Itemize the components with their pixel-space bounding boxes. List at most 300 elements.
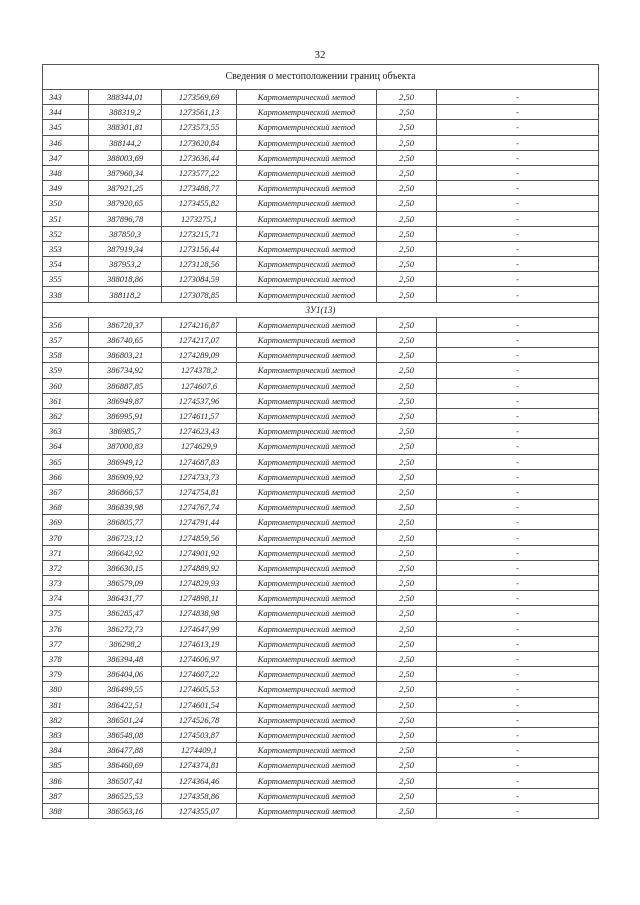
coord-y-cell: 1273455,82 bbox=[162, 196, 237, 211]
method-cell: Картометрический метод bbox=[237, 211, 377, 226]
coord-y-cell: 1274898,11 bbox=[162, 591, 237, 606]
coord-x-cell: 386477,88 bbox=[89, 743, 162, 758]
accuracy-cell: 2,50 bbox=[377, 226, 437, 241]
note-cell: - bbox=[437, 211, 599, 226]
accuracy-cell: 2,50 bbox=[377, 500, 437, 515]
method-cell: Картометрический метод bbox=[237, 378, 377, 393]
coord-x-cell: 386642,92 bbox=[89, 545, 162, 560]
coord-x-cell: 386499,55 bbox=[89, 682, 162, 697]
coord-x-cell: 386805,77 bbox=[89, 515, 162, 530]
coord-y-cell: 1274733,73 bbox=[162, 469, 237, 484]
note-cell: - bbox=[437, 196, 599, 211]
note-cell: - bbox=[437, 606, 599, 621]
point-number-cell: 369 bbox=[43, 515, 89, 530]
accuracy-cell: 2,50 bbox=[377, 682, 437, 697]
point-number-cell: 362 bbox=[43, 408, 89, 423]
note-cell: - bbox=[437, 500, 599, 515]
table-row bbox=[43, 408, 599, 423]
coord-y-cell: 1274889,92 bbox=[162, 560, 237, 575]
point-number-cell: 360 bbox=[43, 378, 89, 393]
accuracy-cell: 2,50 bbox=[377, 712, 437, 727]
note-cell: - bbox=[437, 591, 599, 606]
accuracy-cell: 2,50 bbox=[377, 576, 437, 591]
point-number-cell: 379 bbox=[43, 667, 89, 682]
method-cell: Картометрический метод bbox=[237, 651, 377, 666]
note-cell: - bbox=[437, 469, 599, 484]
method-cell: Картометрический метод bbox=[237, 758, 377, 773]
accuracy-cell: 2,50 bbox=[377, 393, 437, 408]
accuracy-cell: 2,50 bbox=[377, 135, 437, 150]
table-row bbox=[43, 743, 599, 758]
note-cell: - bbox=[437, 272, 599, 287]
method-cell: Картометрический метод bbox=[237, 469, 377, 484]
method-cell: Картометрический метод bbox=[237, 606, 377, 621]
note-cell: - bbox=[437, 226, 599, 241]
point-number-cell: 347 bbox=[43, 150, 89, 165]
point-number-cell: 388 bbox=[43, 803, 89, 818]
coord-x-cell: 388018,86 bbox=[89, 272, 162, 287]
note-cell: - bbox=[437, 545, 599, 560]
note-cell: - bbox=[437, 788, 599, 803]
accuracy-cell: 2,50 bbox=[377, 211, 437, 226]
accuracy-cell: 2,50 bbox=[377, 257, 437, 272]
note-cell: - bbox=[437, 348, 599, 363]
point-number-cell: 359 bbox=[43, 363, 89, 378]
accuracy-cell: 2,50 bbox=[377, 530, 437, 545]
method-cell: Картометрический метод bbox=[237, 363, 377, 378]
table-row bbox=[43, 363, 599, 378]
coord-y-cell: 1274613,19 bbox=[162, 636, 237, 651]
method-cell: Картометрический метод bbox=[237, 712, 377, 727]
coord-x-cell: 386298,2 bbox=[89, 636, 162, 651]
accuracy-cell: 2,50 bbox=[377, 697, 437, 712]
note-cell: - bbox=[437, 135, 599, 150]
table-row bbox=[43, 560, 599, 575]
coord-y-cell: 1273078,85 bbox=[162, 287, 237, 302]
coord-x-cell: 386507,41 bbox=[89, 773, 162, 788]
coord-y-cell: 1274901,92 bbox=[162, 545, 237, 560]
point-number-cell: 355 bbox=[43, 272, 89, 287]
table-row bbox=[43, 393, 599, 408]
accuracy-cell: 2,50 bbox=[377, 621, 437, 636]
coord-y-cell: 1274216,87 bbox=[162, 317, 237, 332]
note-cell: - bbox=[437, 408, 599, 423]
coord-y-cell: 1274605,53 bbox=[162, 682, 237, 697]
coord-x-cell: 387920,65 bbox=[89, 196, 162, 211]
method-cell: Картометрический метод bbox=[237, 348, 377, 363]
method-cell: Картометрический метод bbox=[237, 591, 377, 606]
coord-y-cell: 1274409,1 bbox=[162, 743, 237, 758]
point-number-cell: 344 bbox=[43, 105, 89, 120]
accuracy-cell: 2,50 bbox=[377, 484, 437, 499]
coord-y-cell: 1274289,09 bbox=[162, 348, 237, 363]
note-cell: - bbox=[437, 120, 599, 135]
note-cell: - bbox=[437, 257, 599, 272]
point-number-cell: 377 bbox=[43, 636, 89, 651]
coord-x-cell: 386548,08 bbox=[89, 727, 162, 742]
note-cell: - bbox=[437, 393, 599, 408]
note-cell: - bbox=[437, 424, 599, 439]
point-number-cell: 348 bbox=[43, 165, 89, 180]
accuracy-cell: 2,50 bbox=[377, 378, 437, 393]
method-cell: Картометрический метод bbox=[237, 287, 377, 302]
method-cell: Картометрический метод bbox=[237, 439, 377, 454]
accuracy-cell: 2,50 bbox=[377, 408, 437, 423]
note-cell: - bbox=[437, 484, 599, 499]
coord-x-cell: 386723,12 bbox=[89, 530, 162, 545]
accuracy-cell: 2,50 bbox=[377, 469, 437, 484]
table-row bbox=[43, 515, 599, 530]
point-number-cell: 343 bbox=[43, 90, 89, 105]
accuracy-cell: 2,50 bbox=[377, 317, 437, 332]
coord-y-cell: 1274859,56 bbox=[162, 530, 237, 545]
coord-y-cell: 1274829,93 bbox=[162, 576, 237, 591]
coord-x-cell: 386579,09 bbox=[89, 576, 162, 591]
note-cell: - bbox=[437, 712, 599, 727]
method-cell: Картометрический метод bbox=[237, 393, 377, 408]
coord-y-cell: 1273620,84 bbox=[162, 135, 237, 150]
note-cell: - bbox=[437, 515, 599, 530]
coord-y-cell: 1274629,9 bbox=[162, 439, 237, 454]
table-row bbox=[43, 606, 599, 621]
coord-y-cell: 1273275,1 bbox=[162, 211, 237, 226]
point-number-cell: 384 bbox=[43, 743, 89, 758]
method-cell: Картометрический метод bbox=[237, 408, 377, 423]
note-cell: - bbox=[437, 150, 599, 165]
method-cell: Картометрический метод bbox=[237, 120, 377, 135]
point-number-cell: 363 bbox=[43, 424, 89, 439]
accuracy-cell: 2,50 bbox=[377, 181, 437, 196]
coord-y-cell: 1274358,86 bbox=[162, 788, 237, 803]
accuracy-cell: 2,50 bbox=[377, 287, 437, 302]
accuracy-cell: 2,50 bbox=[377, 788, 437, 803]
coord-x-cell: 386909,92 bbox=[89, 469, 162, 484]
point-number-cell: 386 bbox=[43, 773, 89, 788]
accuracy-cell: 2,50 bbox=[377, 196, 437, 211]
page-number: 32 bbox=[314, 49, 326, 61]
note-cell: - bbox=[437, 621, 599, 636]
method-cell: Картометрический метод bbox=[237, 500, 377, 515]
coord-x-cell: 386460,69 bbox=[89, 758, 162, 773]
coord-y-cell: 1274364,46 bbox=[162, 773, 237, 788]
method-cell: Картометрический метод bbox=[237, 576, 377, 591]
method-cell: Картометрический метод bbox=[237, 150, 377, 165]
accuracy-cell: 2,50 bbox=[377, 515, 437, 530]
note-cell: - bbox=[437, 287, 599, 302]
coord-y-cell: 1274687,83 bbox=[162, 454, 237, 469]
coord-y-cell: 1273488,77 bbox=[162, 181, 237, 196]
coord-x-cell: 386272,73 bbox=[89, 621, 162, 636]
coord-y-cell: 1274754,81 bbox=[162, 484, 237, 499]
note-cell: - bbox=[437, 758, 599, 773]
coord-y-cell: 1274503,87 bbox=[162, 727, 237, 742]
point-number-cell: 358 bbox=[43, 348, 89, 363]
point-number-cell: 361 bbox=[43, 393, 89, 408]
accuracy-cell: 2,50 bbox=[377, 272, 437, 287]
method-cell: Картометрический метод bbox=[237, 515, 377, 530]
method-cell: Картометрический метод bbox=[237, 317, 377, 332]
coord-y-cell: 1274606,97 bbox=[162, 651, 237, 666]
point-number-cell: 366 bbox=[43, 469, 89, 484]
coord-x-cell: 386949,87 bbox=[89, 393, 162, 408]
method-cell: Картометрический метод bbox=[237, 226, 377, 241]
coord-x-cell: 387921,25 bbox=[89, 181, 162, 196]
accuracy-cell: 2,50 bbox=[377, 454, 437, 469]
coord-x-cell: 386720,37 bbox=[89, 317, 162, 332]
table-row bbox=[43, 287, 599, 302]
coord-y-cell: 1274838,98 bbox=[162, 606, 237, 621]
coord-x-cell: 388144,2 bbox=[89, 135, 162, 150]
method-cell: Картометрический метод bbox=[237, 697, 377, 712]
accuracy-cell: 2,50 bbox=[377, 348, 437, 363]
accuracy-cell: 2,50 bbox=[377, 363, 437, 378]
point-number-cell: 383 bbox=[43, 727, 89, 742]
accuracy-cell: 2,50 bbox=[377, 651, 437, 666]
coord-y-cell: 1274647,99 bbox=[162, 621, 237, 636]
method-cell: Картометрический метод bbox=[237, 803, 377, 818]
table-row bbox=[43, 636, 599, 651]
table-row bbox=[43, 196, 599, 211]
table-row bbox=[43, 500, 599, 515]
table-row bbox=[43, 272, 599, 287]
note-cell: - bbox=[437, 530, 599, 545]
note-cell: - bbox=[437, 682, 599, 697]
section-row bbox=[43, 302, 599, 317]
point-number-cell: 387 bbox=[43, 788, 89, 803]
method-cell: Картометрический метод bbox=[237, 333, 377, 348]
note-cell: - bbox=[437, 560, 599, 575]
note-cell: - bbox=[437, 165, 599, 180]
coord-y-cell: 1273156,44 bbox=[162, 241, 237, 256]
method-cell: Картометрический метод bbox=[237, 545, 377, 560]
coord-y-cell: 1273573,55 bbox=[162, 120, 237, 135]
point-number-cell: 370 bbox=[43, 530, 89, 545]
accuracy-cell: 2,50 bbox=[377, 241, 437, 256]
method-cell: Картометрический метод bbox=[237, 484, 377, 499]
coord-x-cell: 386630,15 bbox=[89, 560, 162, 575]
section-label: ЗУ1(13) bbox=[43, 302, 599, 317]
coord-y-cell: 1274767,74 bbox=[162, 500, 237, 515]
table-row bbox=[43, 545, 599, 560]
table-row bbox=[43, 788, 599, 803]
note-cell: - bbox=[437, 333, 599, 348]
point-number-cell: 385 bbox=[43, 758, 89, 773]
point-number-cell: 367 bbox=[43, 484, 89, 499]
table-row bbox=[43, 317, 599, 332]
coord-x-cell: 386866,57 bbox=[89, 484, 162, 499]
accuracy-cell: 2,50 bbox=[377, 424, 437, 439]
coord-x-cell: 388003,69 bbox=[89, 150, 162, 165]
table-row bbox=[43, 530, 599, 545]
point-number-cell: 372 bbox=[43, 560, 89, 575]
point-number-cell: 338 bbox=[43, 287, 89, 302]
method-cell: Картометрический метод bbox=[237, 621, 377, 636]
note-cell: - bbox=[437, 667, 599, 682]
coord-y-cell: 1274217,07 bbox=[162, 333, 237, 348]
coord-x-cell: 387919,34 bbox=[89, 241, 162, 256]
accuracy-cell: 2,50 bbox=[377, 545, 437, 560]
note-cell: - bbox=[437, 576, 599, 591]
point-number-cell: 382 bbox=[43, 712, 89, 727]
coord-y-cell: 1274355,07 bbox=[162, 803, 237, 818]
table-row bbox=[43, 120, 599, 135]
table-row bbox=[43, 150, 599, 165]
table-row bbox=[43, 333, 599, 348]
point-number-cell: 346 bbox=[43, 135, 89, 150]
method-cell: Картометрический метод bbox=[237, 743, 377, 758]
note-cell: - bbox=[437, 743, 599, 758]
note-cell: - bbox=[437, 363, 599, 378]
table-row bbox=[43, 621, 599, 636]
table-row bbox=[43, 181, 599, 196]
coord-x-cell: 386887,85 bbox=[89, 378, 162, 393]
note-cell: - bbox=[437, 727, 599, 742]
accuracy-cell: 2,50 bbox=[377, 758, 437, 773]
coord-x-cell: 386422,51 bbox=[89, 697, 162, 712]
point-number-cell: 354 bbox=[43, 257, 89, 272]
point-number-cell: 364 bbox=[43, 439, 89, 454]
coord-x-cell: 387000,83 bbox=[89, 439, 162, 454]
coord-x-cell: 386839,98 bbox=[89, 500, 162, 515]
table-row bbox=[43, 226, 599, 241]
note-cell: - bbox=[437, 636, 599, 651]
point-number-cell: 350 bbox=[43, 196, 89, 211]
note-cell: - bbox=[437, 90, 599, 105]
method-cell: Картометрический метод bbox=[237, 788, 377, 803]
coord-x-cell: 386563,16 bbox=[89, 803, 162, 818]
method-cell: Картометрический метод bbox=[237, 560, 377, 575]
table-row bbox=[43, 667, 599, 682]
accuracy-cell: 2,50 bbox=[377, 439, 437, 454]
coord-y-cell: 1274607,6 bbox=[162, 378, 237, 393]
table-row bbox=[43, 682, 599, 697]
table-row bbox=[43, 105, 599, 120]
coord-x-cell: 386431,77 bbox=[89, 591, 162, 606]
point-number-cell: 378 bbox=[43, 651, 89, 666]
note-cell: - bbox=[437, 773, 599, 788]
coord-y-cell: 1274526,78 bbox=[162, 712, 237, 727]
table-row bbox=[43, 697, 599, 712]
coord-y-cell: 1273569,69 bbox=[162, 90, 237, 105]
accuracy-cell: 2,50 bbox=[377, 773, 437, 788]
accuracy-cell: 2,50 bbox=[377, 743, 437, 758]
table-row bbox=[43, 651, 599, 666]
note-cell: - bbox=[437, 803, 599, 818]
table-row bbox=[43, 727, 599, 742]
note-cell: - bbox=[437, 105, 599, 120]
method-cell: Картометрический метод bbox=[237, 257, 377, 272]
point-number-cell: 375 bbox=[43, 606, 89, 621]
coord-x-cell: 386394,48 bbox=[89, 651, 162, 666]
coord-x-cell: 386501,24 bbox=[89, 712, 162, 727]
table-row bbox=[43, 348, 599, 363]
coord-y-cell: 1274378,2 bbox=[162, 363, 237, 378]
coord-y-cell: 1274623,43 bbox=[162, 424, 237, 439]
coord-x-cell: 386985,7 bbox=[89, 424, 162, 439]
point-number-cell: 373 bbox=[43, 576, 89, 591]
table-row bbox=[43, 773, 599, 788]
boundary-coordinates-table bbox=[42, 64, 599, 819]
table-row bbox=[43, 424, 599, 439]
table-row bbox=[43, 803, 599, 818]
method-cell: Картометрический метод bbox=[237, 682, 377, 697]
accuracy-cell: 2,50 bbox=[377, 105, 437, 120]
coord-x-cell: 386740,65 bbox=[89, 333, 162, 348]
accuracy-cell: 2,50 bbox=[377, 165, 437, 180]
coord-y-cell: 1274611,57 bbox=[162, 408, 237, 423]
accuracy-cell: 2,50 bbox=[377, 90, 437, 105]
table-header-row bbox=[43, 65, 599, 90]
table-row bbox=[43, 378, 599, 393]
table-row bbox=[43, 241, 599, 256]
coord-y-cell: 1273561,13 bbox=[162, 105, 237, 120]
point-number-cell: 349 bbox=[43, 181, 89, 196]
coord-x-cell: 386995,91 bbox=[89, 408, 162, 423]
method-cell: Картометрический метод bbox=[237, 530, 377, 545]
accuracy-cell: 2,50 bbox=[377, 560, 437, 575]
coord-y-cell: 1273215,71 bbox=[162, 226, 237, 241]
accuracy-cell: 2,50 bbox=[377, 803, 437, 818]
point-number-cell: 381 bbox=[43, 697, 89, 712]
method-cell: Картометрический метод bbox=[237, 196, 377, 211]
method-cell: Картометрический метод bbox=[237, 135, 377, 150]
table-row bbox=[43, 454, 599, 469]
method-cell: Картометрический метод bbox=[237, 90, 377, 105]
table-row bbox=[43, 439, 599, 454]
coord-x-cell: 386404,06 bbox=[89, 667, 162, 682]
method-cell: Картометрический метод bbox=[237, 105, 377, 120]
table-title: Сведения о местоположении границ объекта bbox=[43, 65, 599, 90]
table-row bbox=[43, 758, 599, 773]
point-number-cell: 376 bbox=[43, 621, 89, 636]
method-cell: Картометрический метод bbox=[237, 454, 377, 469]
table-row bbox=[43, 469, 599, 484]
coord-x-cell: 388319,2 bbox=[89, 105, 162, 120]
coord-y-cell: 1274537,96 bbox=[162, 393, 237, 408]
note-cell: - bbox=[437, 181, 599, 196]
point-number-cell: 371 bbox=[43, 545, 89, 560]
note-cell: - bbox=[437, 454, 599, 469]
coord-x-cell: 387960,34 bbox=[89, 165, 162, 180]
note-cell: - bbox=[437, 697, 599, 712]
point-number-cell: 351 bbox=[43, 211, 89, 226]
coord-x-cell: 387850,3 bbox=[89, 226, 162, 241]
accuracy-cell: 2,50 bbox=[377, 667, 437, 682]
method-cell: Картометрический метод bbox=[237, 727, 377, 742]
coord-y-cell: 1273084,59 bbox=[162, 272, 237, 287]
coord-x-cell: 388344,01 bbox=[89, 90, 162, 105]
table-row bbox=[43, 211, 599, 226]
method-cell: Картометрический метод bbox=[237, 424, 377, 439]
point-number-cell: 374 bbox=[43, 591, 89, 606]
accuracy-cell: 2,50 bbox=[377, 727, 437, 742]
table-row bbox=[43, 90, 599, 105]
accuracy-cell: 2,50 bbox=[377, 636, 437, 651]
note-cell: - bbox=[437, 317, 599, 332]
point-number-cell: 356 bbox=[43, 317, 89, 332]
coord-y-cell: 1273128,56 bbox=[162, 257, 237, 272]
coord-y-cell: 1273636,44 bbox=[162, 150, 237, 165]
accuracy-cell: 2,50 bbox=[377, 591, 437, 606]
accuracy-cell: 2,50 bbox=[377, 120, 437, 135]
coord-x-cell: 386803,21 bbox=[89, 348, 162, 363]
coord-x-cell: 386285,47 bbox=[89, 606, 162, 621]
point-number-cell: 357 bbox=[43, 333, 89, 348]
coord-x-cell: 386949,12 bbox=[89, 454, 162, 469]
table-row bbox=[43, 576, 599, 591]
point-number-cell: 368 bbox=[43, 500, 89, 515]
method-cell: Картометрический метод bbox=[237, 241, 377, 256]
